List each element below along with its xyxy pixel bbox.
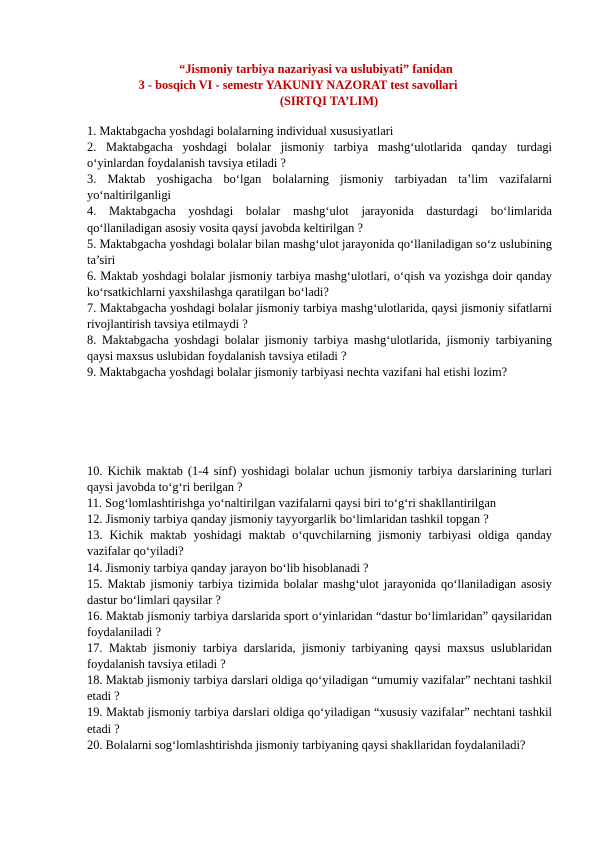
header-study-mode: (SIRTQI TA’LIM) [279, 94, 379, 108]
document-header [0, 61, 596, 109]
question-3: 3. Maktab yoshigacha bo‘lgan bolalarning jismoniy tarbiyadan ta’lim vazifalarni yo‘naltirilganligi [87, 172, 552, 203]
header-exam-title: 3 - bosqich VI - semestr YAKUNIY NAZORAT test savollari [138, 78, 458, 92]
question-15: 15. Maktab jismoniy tarbiya tizimida bolalar mashg‘ulot jarayonida qo‘llaniladigan asosiy dastur bo‘limlari qaysilar ? [87, 576, 552, 607]
question-10: 10. Kichik maktab (1-4 sinf) yoshidagi bolalar uchun jismoniy tarbiya darslarining turlari qaysi javobda to‘g‘ri berilgan ? [87, 464, 552, 495]
question-13: 13. Kichik maktab yoshidagi maktab o‘quvchilarning jismoniy tarbiyasi oldiga qanday vazifalar qo‘yiladi? [87, 528, 552, 559]
question-20: 20. Bolalarni sog‘lomlashtirishda jismoniy tarbiyaning qaysi shakllaridan foydalaniladi? [87, 737, 526, 752]
questions-block-1 [87, 123, 552, 381]
questions-block-2 [87, 463, 552, 753]
question-19: 19. Maktab jismoniy tarbiya darslari oldiga qo‘yiladigan “xususiy vazifalar” nechtani tashkil etadi ? [87, 705, 552, 736]
question-16: 16. Maktab jismoniy tarbiya darslarida sport o‘yinlaridan “dastur bo‘limlaridan” qaysilaridan foydalaniladi ? [87, 608, 552, 639]
question-8: 8. Maktabgacha yoshdagi bolalar jismoniy tarbiya mashg‘ulotlarida, jismoniy tarbiyaning qaysi maxsus uslubidan foydalanish tavsiya etiladi ? [87, 333, 552, 364]
header-course-title: “Jismoniy tarbiya nazariyasi va uslubiyati” fanidan [179, 62, 453, 76]
question-4: 4. Maktabgacha yoshdagi bolalar mashg‘ulot jarayonida dasturdagi bo‘limlarida qo‘llaniladigan asosiy vosita qaysi javobda keltirilgan ? [87, 204, 552, 235]
question-7: 7. Maktabgacha yoshdagi bolalar jismoniy tarbiya mashg‘ulotlarida, qaysi jismoniy sifatlarni rivojlantirish tavsiya etilmaydi ? [87, 301, 552, 332]
question-1: 1. Maktabgacha yoshdagi bolalarning individual xususiyatlari [87, 124, 394, 138]
question-9: 9. Maktabgacha yoshdagi bolalar jismoniy tarbiyasi nechta vazifani hal etishi lozim? [87, 365, 508, 380]
question-14: 14. Jismoniy tarbiya qanday jarayon bo‘lib hisoblanadi ? [87, 560, 369, 575]
question-12: 12. Jismoniy tarbiya qanday jismoniy tayyorgarlik bo‘limlaridan tashkil topgan ? [87, 512, 489, 527]
question-17: 17. Maktab jismoniy tarbiya darslarida, jismoniy tarbiyaning qaysi maxsus uslublaridan foydalanish tavsiya etiladi ? [87, 641, 552, 672]
question-18: 18. Maktab jismoniy tarbiya darslari oldiga qo‘yiladigan “umumiy vazifalar” nechtani tashkil etadi ? [87, 673, 552, 704]
question-11: 11. Sog‘lomlashtirishga yo‘naltirilgan vazifalarni qaysi biri to‘g‘ri shakllantirilgan [87, 496, 497, 511]
question-6: 6. Maktab yoshdagi bolalar jismoniy tarbiya mashg‘ulotlari, o‘qish va yozishga doir qanday ko‘rsatkichlarni yaxshilashga qaratilgan bo‘ladi? [87, 268, 552, 299]
question-5: 5. Maktabgacha yoshdagi bolalar bilan mashg‘ulot jarayonida qo‘llaniladigan so‘z uslubining ta’siri [87, 236, 552, 267]
question-2: 2. Maktabgacha yoshdagi bolalar jismoniy tarbiya mashg‘ulotlarida qanday turdagi o‘yinlardan foydalanish tavsiya etiladi ? [87, 140, 552, 171]
